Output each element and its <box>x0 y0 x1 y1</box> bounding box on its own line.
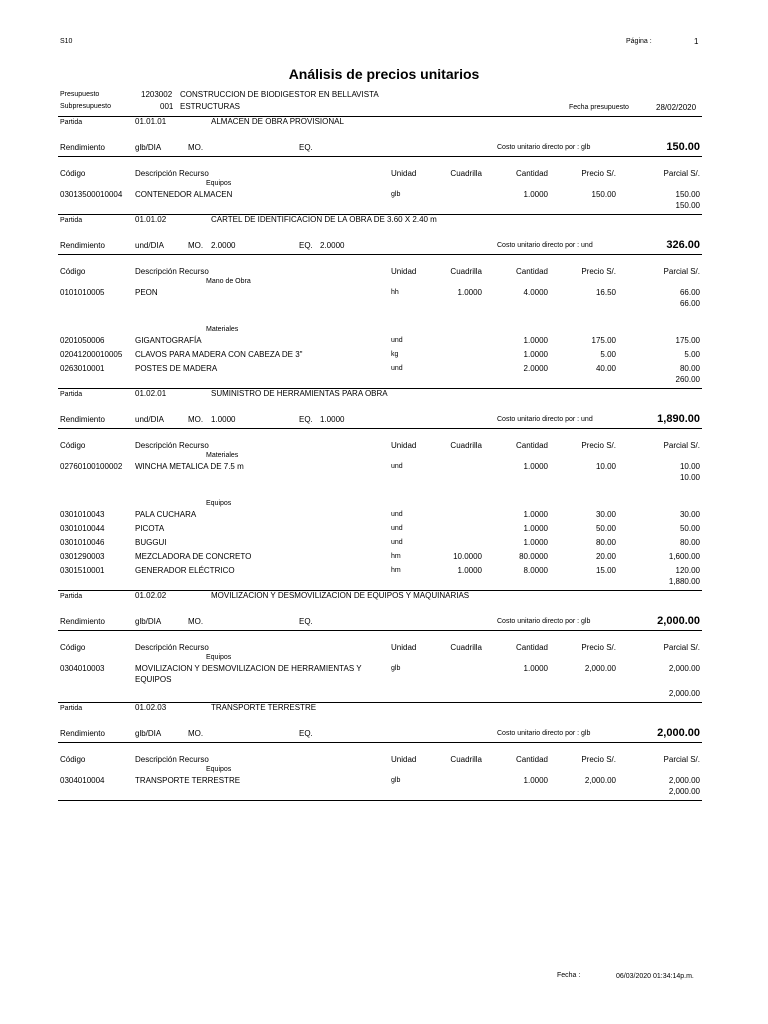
partida-name: SUMINISTRO DE HERRAMIENTAS PARA OBRA <box>211 389 388 398</box>
page-number: 1 <box>694 37 699 46</box>
col-cuadrilla: Cuadrilla <box>450 169 482 178</box>
group-subtotal: 150.00 <box>675 201 700 210</box>
item-precio: 2,000.00 <box>584 776 616 785</box>
presupuesto-label: Presupuesto <box>60 91 100 98</box>
costo-unitario-label: Costo unitario directo por : und <box>497 416 593 423</box>
item-unidad: glb <box>391 777 401 784</box>
item-parcial: 120.00 <box>675 566 700 575</box>
col-codigo: Código <box>60 267 86 276</box>
item-descripcion: MOVILIZACION Y DESMOVILIZACION DE HERRAMIENTAS Y <box>135 664 362 673</box>
col-parcial: Parcial S/. <box>663 755 700 764</box>
item-cuadrilla: 1.0000 <box>457 566 482 575</box>
group-subtotal: 2,000.00 <box>668 787 700 796</box>
item-parcial: 30.00 <box>679 510 700 519</box>
group-title: Mano de Obra <box>206 278 251 285</box>
col-descripcion: Descripción Recurso <box>135 441 209 450</box>
mo-label: MO. <box>188 241 204 250</box>
subpresupuesto-code: 001 <box>160 102 174 111</box>
group-title: Equipos <box>206 180 232 187</box>
item-unidad: und <box>391 525 403 532</box>
mo-value: 2.0000 <box>211 241 236 250</box>
item-codigo: 02041200010005 <box>60 350 123 359</box>
col-unidad: Unidad <box>391 643 417 652</box>
partida-label: Partida <box>60 705 83 712</box>
item-parcial: 80.00 <box>679 364 700 373</box>
item-cantidad: 1.0000 <box>523 664 548 673</box>
col-descripcion: Descripción Recurso <box>135 169 209 178</box>
mo-label: MO. <box>188 143 204 152</box>
item-descripcion: PICOTA <box>135 524 165 533</box>
mo-label: MO. <box>188 617 204 626</box>
item-cantidad: 1.0000 <box>523 462 548 471</box>
col-descripcion: Descripción Recurso <box>135 755 209 764</box>
rendimiento-divider <box>58 156 702 157</box>
rendimiento-label: Rendimiento <box>60 241 105 250</box>
item-cantidad: 1.0000 <box>523 538 548 547</box>
col-codigo: Código <box>60 441 86 450</box>
group-subtotal: 66.00 <box>679 299 700 308</box>
group-title: Materiales <box>206 452 239 459</box>
fecha-presupuesto: 28/02/2020 <box>656 103 697 112</box>
partida-code: 01.01.02 <box>135 215 167 224</box>
fecha-presupuesto-label: Fecha presupuesto <box>569 104 629 111</box>
item-cantidad: 1.0000 <box>523 524 548 533</box>
item-codigo: 0301510001 <box>60 566 105 575</box>
partida-label: Partida <box>60 119 83 126</box>
page-title: Análisis de precios unitarios <box>288 66 480 82</box>
item-unidad: hh <box>391 289 399 296</box>
item-precio: 150.00 <box>591 190 616 199</box>
col-cantidad: Cantidad <box>515 169 548 178</box>
item-precio: 175.00 <box>591 336 616 345</box>
rendimiento-label: Rendimiento <box>60 729 105 738</box>
mo-value: 1.0000 <box>211 415 236 424</box>
costo-unitario-value: 326.00 <box>666 239 700 251</box>
col-cantidad: Cantidad <box>515 441 548 450</box>
costo-unitario-value: 2,000.00 <box>657 727 700 739</box>
col-unidad: Unidad <box>391 441 417 450</box>
presupuesto-name: CONSTRUCCION DE BIODIGESTOR EN BELLAVISTA <box>180 90 379 99</box>
page-label: Página : <box>626 38 652 45</box>
costo-unitario-value: 150.00 <box>666 141 700 153</box>
col-cuadrilla: Cuadrilla <box>450 267 482 276</box>
software-code: S10 <box>60 38 73 45</box>
rendimiento-divider <box>58 428 702 429</box>
item-precio: 15.00 <box>595 566 616 575</box>
footer-fecha: 06/03/2020 01:34:14p.m. <box>616 973 694 980</box>
item-precio: 30.00 <box>595 510 616 519</box>
item-codigo: 0304010004 <box>60 776 105 785</box>
partida-code: 01.01.01 <box>135 117 167 126</box>
rendimiento-label: Rendimiento <box>60 415 105 424</box>
item-codigo: 03013500010004 <box>60 190 123 199</box>
item-codigo: 02760100100002 <box>60 462 123 471</box>
item-cantidad: 1.0000 <box>523 336 548 345</box>
item-precio: 20.00 <box>595 552 616 561</box>
item-descripcion-cont: EQUIPOS <box>135 675 172 684</box>
col-codigo: Código <box>60 755 86 764</box>
col-cantidad: Cantidad <box>515 643 548 652</box>
costo-unitario-label: Costo unitario directo por : glb <box>497 144 591 151</box>
subpresupuesto-label: Subpresupuesto <box>60 103 111 110</box>
rendimiento-unit: glb/DIA <box>135 143 162 152</box>
mo-label: MO. <box>188 415 204 424</box>
col-cuadrilla: Cuadrilla <box>450 643 482 652</box>
group-subtotal: 2,000.00 <box>668 689 700 698</box>
item-codigo: 0301290003 <box>60 552 105 561</box>
rendimiento-divider <box>58 742 702 743</box>
col-codigo: Código <box>60 643 86 652</box>
group-subtotal: 260.00 <box>675 375 700 384</box>
rendimiento-label: Rendimiento <box>60 617 105 626</box>
item-parcial: 10.00 <box>679 462 700 471</box>
presupuesto-code: 1203002 <box>141 90 173 99</box>
subpresupuesto-name: ESTRUCTURAS <box>180 102 241 111</box>
item-unidad: kg <box>391 351 399 358</box>
rendimiento-unit: glb/DIA <box>135 729 162 738</box>
item-cuadrilla: 10.0000 <box>453 552 482 561</box>
col-precio: Precio S/. <box>581 267 616 276</box>
partida-name: ALMACEN DE OBRA PROVISIONAL <box>211 117 344 126</box>
rendimiento-unit: und/DIA <box>135 415 164 424</box>
item-descripcion: BUGGUI <box>135 538 167 547</box>
item-descripcion: POSTES DE MADERA <box>135 364 218 373</box>
col-precio: Precio S/. <box>581 441 616 450</box>
partida-name: MOVILIZACION Y DESMOVILIZACION DE EQUIPOS Y MAQUINARIAS <box>211 591 470 600</box>
item-unidad: und <box>391 511 403 518</box>
item-codigo: 0304010003 <box>60 664 105 673</box>
item-codigo: 0201050006 <box>60 336 105 345</box>
item-codigo: 0101010005 <box>60 288 105 297</box>
col-cuadrilla: Cuadrilla <box>450 441 482 450</box>
eq-label: EQ. <box>299 617 313 626</box>
partida-label: Partida <box>60 593 83 600</box>
item-descripcion: GIGANTOGRAFÍA <box>135 336 202 345</box>
item-precio: 2,000.00 <box>584 664 616 673</box>
item-descripcion: CONTENEDOR ALMACEN <box>135 190 233 199</box>
costo-unitario-label: Costo unitario directo por : glb <box>497 730 591 737</box>
col-parcial: Parcial S/. <box>663 267 700 276</box>
eq-value: 2.0000 <box>320 241 345 250</box>
group-title: Equipos <box>206 654 232 661</box>
item-unidad: und <box>391 463 403 470</box>
item-unidad: und <box>391 539 403 546</box>
partida-code: 01.02.03 <box>135 703 167 712</box>
item-cantidad: 1.0000 <box>523 190 548 199</box>
col-precio: Precio S/. <box>581 755 616 764</box>
item-unidad: und <box>391 337 403 344</box>
col-parcial: Parcial S/. <box>663 643 700 652</box>
item-cantidad: 1.0000 <box>523 350 548 359</box>
item-unidad: glb <box>391 191 401 198</box>
item-unidad: und <box>391 365 403 372</box>
item-codigo: 0301010043 <box>60 510 105 519</box>
group-title: Equipos <box>206 766 232 773</box>
group-subtotal: 10.00 <box>679 473 700 482</box>
item-descripcion: PEON <box>135 288 158 297</box>
item-descripcion: WINCHA METALICA DE 7.5 m <box>135 462 244 471</box>
eq-label: EQ. <box>299 415 313 424</box>
item-parcial: 50.00 <box>679 524 700 533</box>
item-parcial: 175.00 <box>675 336 700 345</box>
eq-label: EQ. <box>299 143 313 152</box>
eq-label: EQ. <box>299 241 313 250</box>
item-precio: 16.50 <box>595 288 616 297</box>
col-codigo: Código <box>60 169 86 178</box>
partida-label: Partida <box>60 391 83 398</box>
group-subtotal: 1,880.00 <box>668 577 700 586</box>
col-cuadrilla: Cuadrilla <box>450 755 482 764</box>
item-codigo: 0301010046 <box>60 538 105 547</box>
item-cantidad: 4.0000 <box>523 288 548 297</box>
item-descripcion: CLAVOS PARA MADERA CON CABEZA DE 3" <box>135 350 303 359</box>
mo-label: MO. <box>188 729 204 738</box>
col-parcial: Parcial S/. <box>663 441 700 450</box>
item-parcial: 150.00 <box>675 190 700 199</box>
item-codigo: 0263010001 <box>60 364 105 373</box>
item-descripcion: PALA CUCHARA <box>135 510 197 519</box>
item-codigo: 0301010044 <box>60 524 105 533</box>
item-parcial: 2,000.00 <box>668 776 700 785</box>
partida-code: 01.02.02 <box>135 591 167 600</box>
rendimiento-divider <box>58 630 702 631</box>
item-precio: 10.00 <box>595 462 616 471</box>
item-unidad: hm <box>391 553 401 560</box>
item-parcial: 5.00 <box>684 350 700 359</box>
col-precio: Precio S/. <box>581 643 616 652</box>
item-descripcion: TRANSPORTE TERRESTRE <box>135 776 241 785</box>
col-unidad: Unidad <box>391 267 417 276</box>
rendimiento-divider <box>58 254 702 255</box>
item-precio: 5.00 <box>600 350 616 359</box>
eq-label: EQ. <box>299 729 313 738</box>
item-cantidad: 80.0000 <box>519 552 548 561</box>
partida-divider <box>58 800 702 801</box>
costo-unitario-label: Costo unitario directo por : glb <box>497 618 591 625</box>
item-precio: 80.00 <box>595 538 616 547</box>
partida-label: Partida <box>60 217 83 224</box>
item-parcial: 80.00 <box>679 538 700 547</box>
item-unidad: hm <box>391 567 401 574</box>
item-parcial: 1,600.00 <box>668 552 700 561</box>
rendimiento-unit: glb/DIA <box>135 617 162 626</box>
item-descripcion: MEZCLADORA DE CONCRETO <box>135 552 252 561</box>
costo-unitario-label: Costo unitario directo por : und <box>497 242 593 249</box>
costo-unitario-value: 2,000.00 <box>657 615 700 627</box>
col-descripcion: Descripción Recurso <box>135 643 209 652</box>
item-cantidad: 8.0000 <box>523 566 548 575</box>
col-precio: Precio S/. <box>581 169 616 178</box>
col-unidad: Unidad <box>391 169 417 178</box>
partida-name: CARTEL DE IDENTIFICACION DE LA OBRA DE 3.60 X 2.40 m <box>211 215 437 224</box>
item-unidad: glb <box>391 665 401 672</box>
group-title: Equipos <box>206 500 232 507</box>
item-cuadrilla: 1.0000 <box>457 288 482 297</box>
item-cantidad: 1.0000 <box>523 776 548 785</box>
item-descripcion: GENERADOR ELÉCTRICO <box>135 566 235 575</box>
col-cantidad: Cantidad <box>515 267 548 276</box>
item-parcial: 66.00 <box>679 288 700 297</box>
partida-name: TRANSPORTE TERRESTRE <box>211 703 317 712</box>
item-cantidad: 1.0000 <box>523 510 548 519</box>
costo-unitario-value: 1,890.00 <box>657 413 700 425</box>
col-descripcion: Descripción Recurso <box>135 267 209 276</box>
rendimiento-label: Rendimiento <box>60 143 105 152</box>
col-unidad: Unidad <box>391 755 417 764</box>
item-parcial: 2,000.00 <box>668 664 700 673</box>
group-title: Materiales <box>206 326 239 333</box>
rendimiento-unit: und/DIA <box>135 241 164 250</box>
col-parcial: Parcial S/. <box>663 169 700 178</box>
item-precio: 40.00 <box>595 364 616 373</box>
eq-value: 1.0000 <box>320 415 345 424</box>
partida-code: 01.02.01 <box>135 389 167 398</box>
item-cantidad: 2.0000 <box>523 364 548 373</box>
footer-fecha-label: Fecha : <box>557 972 581 979</box>
item-precio: 50.00 <box>595 524 616 533</box>
col-cantidad: Cantidad <box>515 755 548 764</box>
